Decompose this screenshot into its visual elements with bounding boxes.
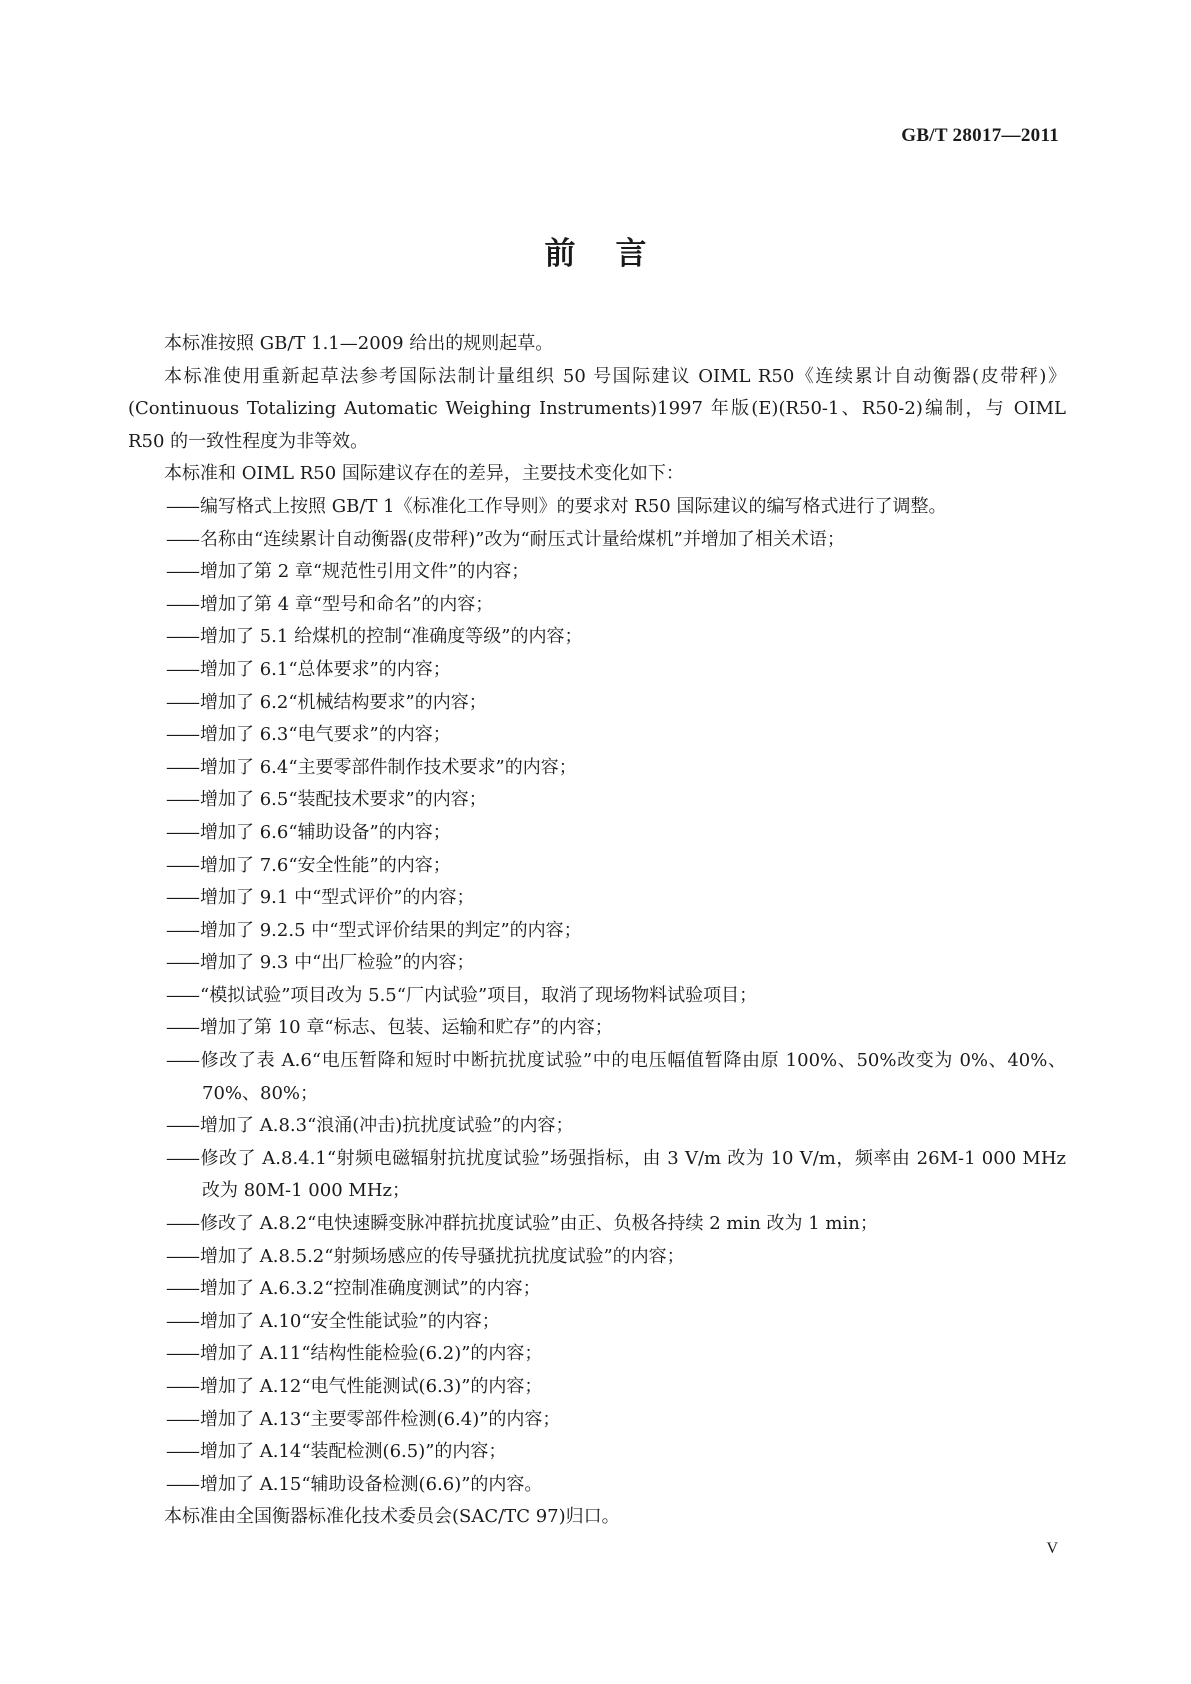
dash-marker: ——: [166, 952, 198, 974]
change-item: [128, 654, 1066, 687]
dash-marker: ——: [166, 1310, 198, 1332]
dash-marker: ——: [166, 561, 198, 583]
reference-paragraph: 本标准使用重新起草法参考国际法制计量组织 50 号国际建议 OIML R50《连续累计自动衡器(皮带秤)》(Continuous Totalizing Automatic Weighing Instruments)1997 年版(E)(R50-1、R50-2)编制，与 OIML R50 的一致性程度为非等效。: [128, 365, 1066, 452]
dash-marker: ——: [166, 887, 198, 909]
change-item: [128, 1110, 1066, 1143]
dash-marker: ——: [166, 1408, 198, 1430]
dash-marker: ——: [166, 1441, 198, 1463]
change-text: 编写格式上按照 GB/T 1《标准化工作导则》的要求对 R50 国际建议的编写格式进行了调整。: [200, 495, 947, 517]
change-text: 增加了 A.11“结构性能检验(6.2)”的内容；: [200, 1343, 543, 1365]
dash-marker: ——: [166, 821, 198, 843]
preface-body: [128, 328, 1066, 1534]
dash-marker: ——: [166, 593, 198, 615]
change-text: 增加了 A.8.5.2“射频场感应的传导骚扰抗扰度试验”的内容；: [200, 1245, 685, 1267]
change-text: 增加了 6.3“电气要求”的内容；: [200, 724, 451, 746]
dash-marker: ——: [166, 1473, 198, 1495]
change-item: [128, 980, 1066, 1013]
change-item: [128, 1241, 1066, 1274]
change-text: 增加了 7.6“安全性能”的内容；: [200, 854, 451, 876]
drafting-rule-paragraph: 本标准按照 GB/T 1.1—2009 给出的规则起草。: [164, 333, 554, 354]
change-item: [128, 687, 1066, 720]
change-text: 增加了第 2 章“规范性引用文件”的内容；: [200, 561, 530, 583]
change-text: 增加了 A.14“装配检测(6.5)”的内容；: [200, 1441, 507, 1463]
change-item: [128, 1338, 1066, 1371]
dash-marker: ——: [166, 691, 198, 713]
change-item: [128, 752, 1066, 785]
change-text: 增加了 9.3 中“出厂检验”的内容；: [200, 952, 475, 974]
change-item: [128, 524, 1066, 557]
change-text: 增加了第 10 章“标志、包装、运输和贮存”的内容；: [200, 1017, 613, 1039]
dash-marker: ——: [166, 854, 198, 876]
change-text: 修改了 A.8.4.1“射频电磁辐射抗扰度试验”场强指标，由 3 V/m 改为 10 V/m，频率由 26M-1 000 MHz 改为 80M-1 000 MHz；: [200, 1147, 1066, 1202]
change-item: [128, 817, 1066, 850]
change-text: 名称由“连续累计自动衡器(皮带秤)”改为“耐压式计量给煤机”并增加了相关术语；: [200, 528, 845, 550]
change-text: 增加了 6.1“总体要求”的内容；: [200, 658, 451, 680]
dash-marker: ——: [166, 724, 198, 746]
changes-list: [128, 491, 1066, 1501]
dash-marker: ——: [166, 919, 198, 941]
change-text: 修改了 A.8.2“电快速瞬变脉冲群抗扰度试验”由正、负极各持续 2 min 改为 1 min；: [200, 1213, 878, 1235]
change-text: 增加了 A.6.3.2“控制准确度测试”的内容；: [200, 1278, 541, 1300]
change-item: [128, 1045, 1066, 1110]
dash-marker: ——: [166, 1213, 198, 1235]
change-text: “模拟试验”项目改为 5.5“厂内试验”项目，取消了现场物料试验项目；: [200, 984, 758, 1006]
change-text: 增加了 9.1 中“型式评价”的内容；: [200, 887, 475, 909]
dash-marker: ——: [166, 984, 198, 1006]
change-item: [128, 1273, 1066, 1306]
dash-marker: ——: [166, 756, 198, 778]
change-item: [128, 1436, 1066, 1469]
dash-marker: ——: [166, 1147, 198, 1169]
change-text: 增加了 A.8.3“浪涌(冲击)抗扰度试验”的内容；: [200, 1115, 574, 1137]
dash-marker: ——: [166, 1343, 198, 1365]
dash-marker: ——: [166, 1376, 198, 1397]
change-text: 增加了 A.15“辅助设备检测(6.6)”的内容。: [200, 1473, 543, 1495]
dash-marker: ——: [166, 1115, 198, 1137]
change-item: [128, 882, 1066, 915]
responsible-committee-paragraph: 本标准由全国衡器标准化技术委员会(SAC/TC 97)归口。: [164, 1506, 620, 1528]
change-item: [128, 1469, 1066, 1502]
differences-intro-paragraph: 本标准和 OIML R50 国际建议存在的差异，主要技术变化如下：: [164, 463, 684, 485]
change-item: [128, 1404, 1066, 1437]
change-text: 修改了表 A.6“电压暂降和短时中断抗扰度试验”中的电压幅值暂降由原 100%、50%改变为 0%、40%、70%、80%；: [200, 1050, 1066, 1104]
change-item: [128, 719, 1066, 752]
change-item: [128, 850, 1066, 883]
change-item: [128, 621, 1066, 654]
change-text: 增加了 A.13“主要零部件检测(6.4)”的内容；: [200, 1408, 561, 1430]
change-item: [128, 947, 1066, 980]
change-item: [128, 1306, 1066, 1339]
change-text: 增加了 5.1 给煤机的控制“准确度等级”的内容；: [200, 626, 583, 648]
dash-marker: ——: [166, 1278, 198, 1300]
dash-marker: ——: [166, 1050, 198, 1072]
change-text: 增加了 6.4“主要零部件制作技术要求”的内容；: [200, 756, 577, 778]
dash-marker: ——: [166, 1017, 198, 1039]
change-text: 增加了 A.10“安全性能试验”的内容；: [200, 1310, 500, 1332]
dash-marker: ——: [166, 528, 198, 550]
change-item: [128, 915, 1066, 948]
change-item: [128, 1208, 1066, 1241]
dash-marker: ——: [166, 626, 198, 648]
change-item: [128, 491, 1066, 524]
dash-marker: ——: [166, 495, 198, 517]
change-text: 增加了 6.6“辅助设备”的内容；: [200, 821, 451, 843]
dash-marker: ——: [166, 658, 198, 680]
dash-marker: ——: [166, 1245, 198, 1267]
page-title: 前言: [544, 236, 687, 272]
change-item: [128, 1143, 1066, 1208]
change-item: [128, 556, 1066, 589]
change-text: 增加了 A.12“电气性能测试(6.3)”的内容；: [200, 1376, 543, 1397]
change-item: [128, 589, 1066, 622]
page-number: V: [1046, 1540, 1058, 1557]
change-text: 增加了 9.2.5 中“型式评价结果的判定”的内容；: [200, 919, 582, 941]
change-text: 增加了第 4 章“型号和命名”的内容；: [200, 593, 494, 615]
change-text: 增加了 6.2“机械结构要求”的内容；: [200, 691, 487, 713]
change-item: [128, 784, 1066, 817]
change-item: [128, 1012, 1066, 1045]
change-text: 增加了 6.5“装配技术要求”的内容；: [200, 789, 487, 811]
document-number: GB/T 28017—2011: [901, 125, 1059, 146]
change-item: [128, 1371, 1066, 1404]
dash-marker: ——: [166, 789, 198, 811]
